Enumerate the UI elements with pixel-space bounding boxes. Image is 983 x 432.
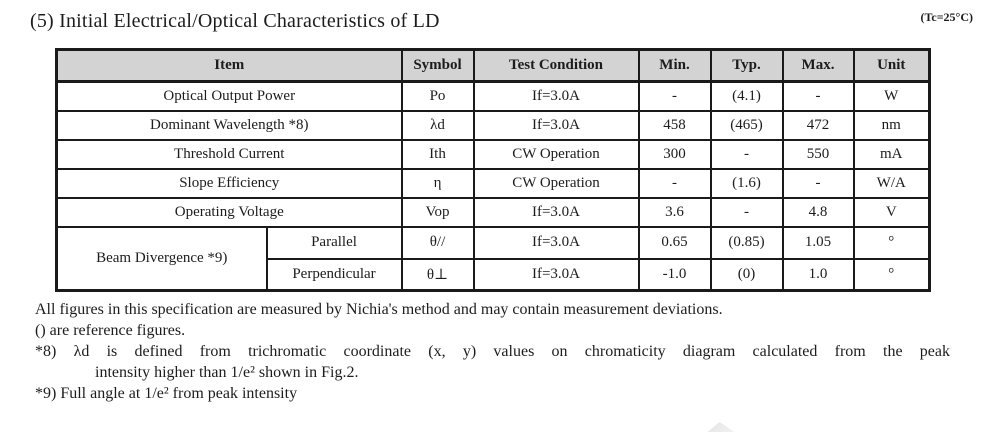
typ-cell: (4.1) bbox=[711, 82, 783, 111]
max-cell: 472 bbox=[783, 111, 854, 140]
min-cell: 0.65 bbox=[639, 227, 711, 259]
item-label: Optical Output Power bbox=[57, 82, 402, 111]
typ-cell: - bbox=[711, 198, 783, 227]
section-title: (5) Initial Electrical/Optical Characteristics of LD bbox=[30, 10, 440, 32]
min-cell: 458 bbox=[639, 111, 711, 140]
table-row-beam-divergence-parallel bbox=[57, 227, 930, 259]
min-cell: - bbox=[639, 169, 711, 198]
max-cell: 4.8 bbox=[783, 198, 854, 227]
symbol-cell: Ith bbox=[402, 140, 474, 169]
direction-label: Parallel bbox=[267, 227, 402, 259]
item-label-beam-divergence: Beam Divergence *9) bbox=[57, 227, 267, 291]
note-8-line-2: intensity higher than 1/e² shown in Fig.2. bbox=[95, 364, 359, 381]
watermark-shape bbox=[696, 422, 748, 432]
temp-condition-label: (Tc=25°C) bbox=[920, 10, 973, 24]
table-row-optical-output-power bbox=[57, 82, 930, 111]
title-row bbox=[30, 10, 930, 33]
item-label: Operating Voltage bbox=[57, 198, 402, 227]
unit-cell: mA bbox=[854, 140, 930, 169]
table-row-operating-voltage bbox=[57, 198, 930, 227]
item-label: Threshold Current bbox=[57, 140, 402, 169]
note-8-line-1: *8) λd is defined from trichromatic coordinate (x, y) values on chromaticity diagram calculated from the peak bbox=[35, 343, 950, 360]
symbol-cell: Po bbox=[402, 82, 474, 111]
characteristics-table bbox=[55, 48, 931, 292]
min-cell: -1.0 bbox=[639, 259, 711, 291]
symbol-cell: θ⊥ bbox=[402, 259, 474, 291]
table-row-threshold-current bbox=[57, 140, 930, 169]
direction-label: Perpendicular bbox=[267, 259, 402, 291]
column-header-symbol: Symbol bbox=[402, 50, 474, 82]
max-cell: 1.05 bbox=[783, 227, 854, 259]
typ-cell: (465) bbox=[711, 111, 783, 140]
note-reference-figures: () are reference figures. bbox=[35, 322, 186, 339]
symbol-cell: λd bbox=[402, 111, 474, 140]
max-cell: - bbox=[783, 82, 854, 111]
max-cell: 550 bbox=[783, 140, 854, 169]
min-cell: - bbox=[639, 82, 711, 111]
column-header-item: Item bbox=[57, 50, 402, 82]
table-row-dominant-wavelength bbox=[57, 111, 930, 140]
note-9: *9) Full angle at 1/e² from peak intensity bbox=[35, 385, 298, 402]
column-header-max: Max. bbox=[783, 50, 854, 82]
test-condition-cell: CW Operation bbox=[474, 169, 639, 198]
symbol-cell: Vop bbox=[402, 198, 474, 227]
unit-cell: ° bbox=[854, 259, 930, 291]
column-header-test-condition: Test Condition bbox=[474, 50, 639, 82]
unit-cell: W/A bbox=[854, 169, 930, 198]
test-condition-cell: If=3.0A bbox=[474, 111, 639, 140]
min-cell: 3.6 bbox=[639, 198, 711, 227]
unit-cell: V bbox=[854, 198, 930, 227]
typ-cell: (1.6) bbox=[711, 169, 783, 198]
test-condition-cell: If=3.0A bbox=[474, 198, 639, 227]
typ-cell: - bbox=[711, 140, 783, 169]
test-condition-cell: If=3.0A bbox=[474, 82, 639, 111]
table-row-slope-efficiency bbox=[57, 169, 930, 198]
footnotes bbox=[35, 299, 950, 404]
max-cell: 1.0 bbox=[783, 259, 854, 291]
unit-cell: W bbox=[854, 82, 930, 111]
typ-cell: (0) bbox=[711, 259, 783, 291]
unit-cell: nm bbox=[854, 111, 930, 140]
test-condition-cell: If=3.0A bbox=[474, 259, 639, 291]
test-condition-cell: If=3.0A bbox=[474, 227, 639, 259]
min-cell: 300 bbox=[639, 140, 711, 169]
header-row bbox=[57, 50, 930, 82]
item-label: Slope Efficiency bbox=[57, 169, 402, 198]
symbol-cell: θ// bbox=[402, 227, 474, 259]
test-condition-cell: CW Operation bbox=[474, 140, 639, 169]
column-header-typ: Typ. bbox=[711, 50, 783, 82]
column-header-min: Min. bbox=[639, 50, 711, 82]
max-cell: - bbox=[783, 169, 854, 198]
note-measurement: All figures in this specification are measured by Nichia's method and may contain measurement deviations. bbox=[35, 301, 723, 318]
unit-cell: ° bbox=[854, 227, 930, 259]
item-label: Dominant Wavelength *8) bbox=[57, 111, 402, 140]
symbol-cell: η bbox=[402, 169, 474, 198]
column-header-unit: Unit bbox=[854, 50, 930, 82]
typ-cell: (0.85) bbox=[711, 227, 783, 259]
